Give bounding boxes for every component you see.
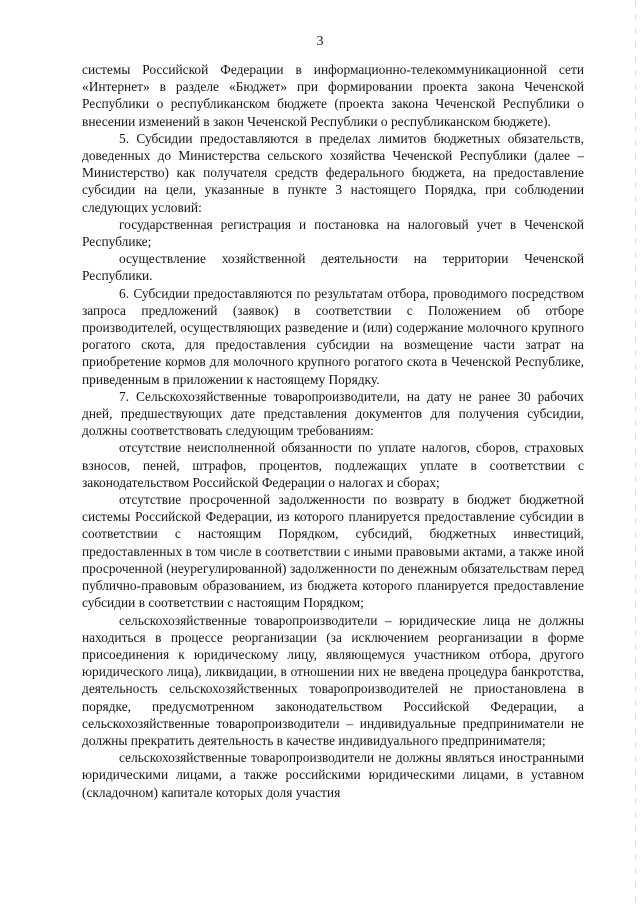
paragraph-requirement-taxes: отсутствие неисполненной обязанности по уплате налогов, сборов, страховых взносов, пеней, штрафов, процентов, подлежащих уплате в соответствии с законодательством Российской Федерации о налогах и сборах; xyxy=(82,440,584,490)
page-number: 3 xyxy=(316,34,324,49)
paragraph-requirement-reorganization: сельскохозяйственные товаропроизводители – юридические лица не должны находиться в процессе реорганизации (за исключением реорганизации в форме присоединения к юридическому лицу, являющемуся участником отбора, другого юридического лица), ликвидации, в отношении них не введена процедура банкротства, деятельность сельскохозяйственных товаропроизводителей не приостановлена в порядке, предусмотренном законодательством Российской Федерации, а сельскохозяйственные товаропроизводители – индивидуальные предприниматели не должны прекратить деятельность в качестве индивидуального предпринимателя; xyxy=(82,612,584,748)
scan-edge-mark xyxy=(635,0,636,905)
paragraph-continuation: системы Российской Федерации в информационно-телекоммуникационной сети «Интернет» в разделе «Бюджет» при формировании проекта закона Чеченской Республики о республиканском бюджете (проекта закона Чеченской Республики о внесении изменений в закон Чеченской Республики о республиканском бюджете). xyxy=(82,62,584,129)
paragraph-item-6: 6. Субсидии предоставляются по результатам отбора, проводимого посредством запроса предложений (заявок) в соответствии с Положением об отборе производителей, осуществляющих разведение и (или) содержание молочного крупного рогатого скота, для предоставления субсидии на возмещение части затрат на приобретение кормов для молочного крупного рогатого скота в Чеченской Республике, приведенным в приложении к настоящему Порядку. xyxy=(82,285,584,387)
paragraph-item-7: 7. Сельскохозяйственные товаропроизводители, на дату не ранее 30 рабочих дней, предшествующих дате представления документов для получения субсидии, должны соответствовать следующим требованиям: xyxy=(82,388,584,439)
paragraph-condition-registration: государственная регистрация и постановка на налоговый учет в Чеченской Республике; xyxy=(82,216,584,250)
document-body xyxy=(82,61,584,801)
paragraph-requirement-debt: отсутствие просроченной задолженности по возврату в бюджет бюджетной системы Российской Федерации, из которого планируется предоставление субсидии в соответствии с настоящим Порядком, субсидий, бюджетных инвестиций, предоставленных в том числе в соответствии с иными правовыми актами, а также иной просроченной (неурегулированной) задолженности по денежным обязательствам перед публично-правовым образованием, из бюджета которого планируется предоставление субсидии в соответствии с настоящим Порядком; xyxy=(82,492,584,611)
paragraph-item-5: 5. Субсидии предоставляются в пределах лимитов бюджетных обязательств, доведенных до Министерства сельского хозяйства Чеченской Республики (далее – Министерство) как получателя средств федерального бюджета, на предоставление субсидии на цели, указанные в пункте 3 настоящего Порядка, при соблюдении следующих условий: xyxy=(82,130,584,215)
paragraph-condition-activity: осуществление хозяйственной деятельности на территории Чеченской Республики. xyxy=(82,251,584,284)
paragraph-requirement-foreign: сельскохозяйственные товаропроизводители не должны являться иностранными юридическими лицами, а также российскими юридическими лицами, в уставном (складочном) капитале которых доля участия xyxy=(82,750,584,800)
